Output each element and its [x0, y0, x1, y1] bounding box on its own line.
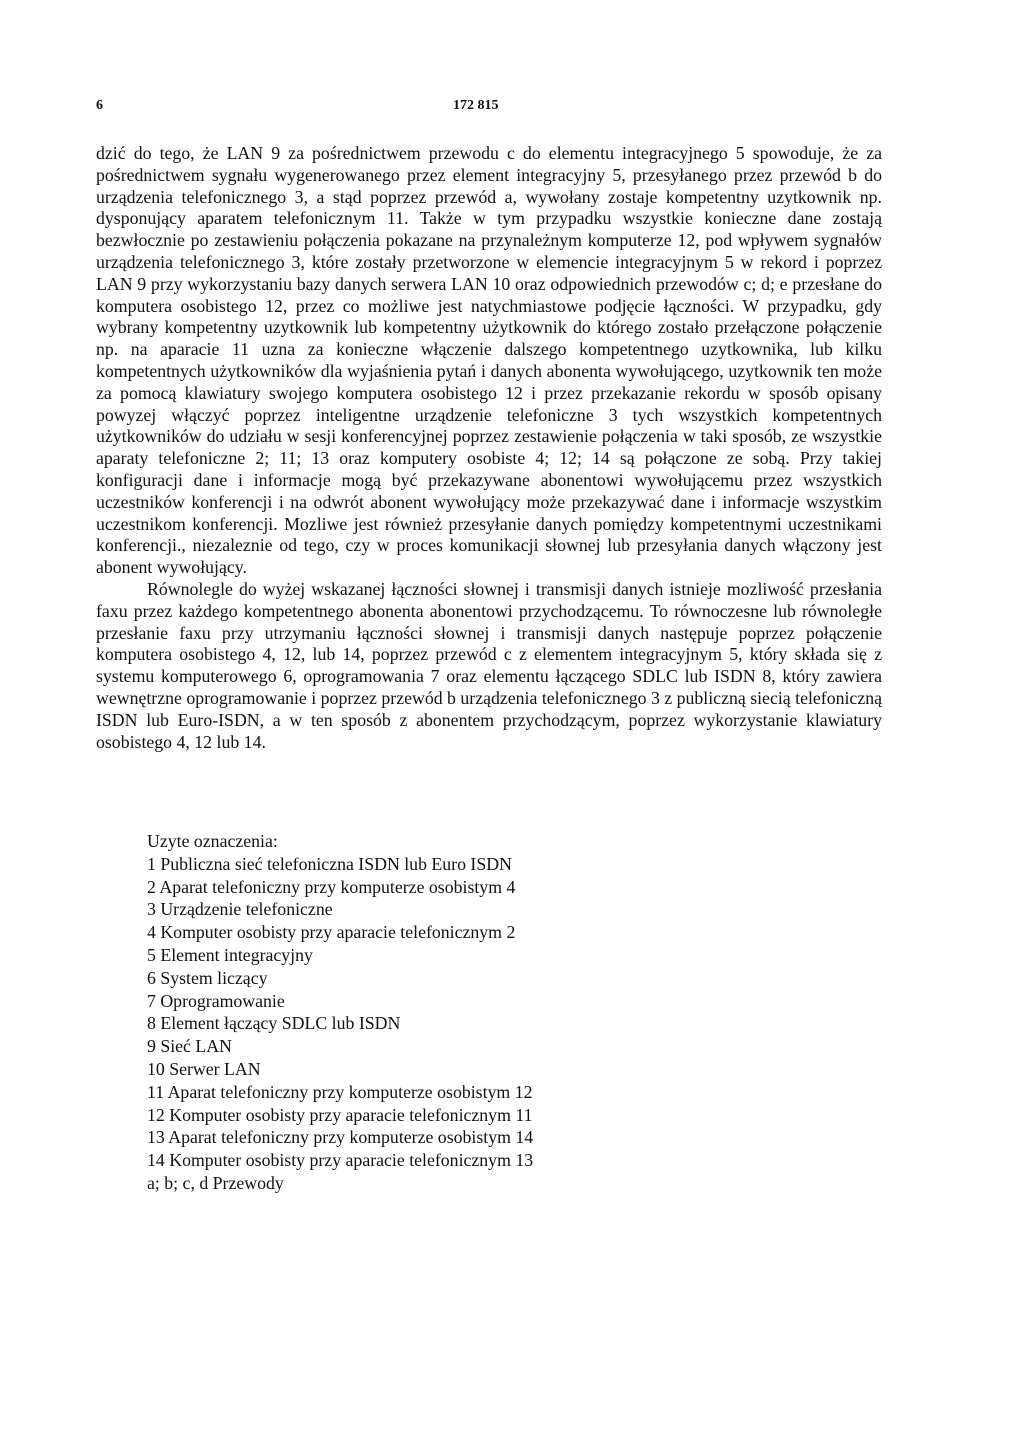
paragraph: dzić do tego, że LAN 9 za pośrednictwem przewodu c do elementu integracyjnego 5 spowoduje, że za pośrednictwem sygnału wygenerowanego przez element integracyjny 5, przesyłanego przez przewód b do urządzenia telefonicznego 3, a stąd poprzez przewód a, wywołany zostaje kompetentny uzytkownik np. dysponujący aparatem telefonicznym 11. Także w tym przypadku wszystkie konieczne dane zostają bezwłocznie po zestawieniu połączenia pokazane na przynależnym komputerze 12, pod wpływem sygnałów urządzenia telefonicznego 3, które zostały przetworzone w elemencie integracyjnym 5 w rekord i poprzez LAN 9 przy wykorzystaniu bazy danych serwera LAN 10 oraz odpowiednich przewodów c; d; e przesłane do komputera osobistego 12, przez co możliwe jest natychmiastowe podjęcie łączności. W przypadku, gdy wybrany kompetentny uzytkownik lub kompetentny użytkownik do którego zostało przełączone połączenie np. na aparacie 11 uzna za konieczne włączenie dalszego kompetentnego uzytkownika, lub kilku kompetentnych użytkowników dla wyjaśnienia pytań i danych abonenta wywołującego, uzytkownik ten może za pomocą klawiatury swojego komputera osobistego 12 i przez przekazanie rekordu w sposób opisany powyzej włączyć poprzez inteligentne urządzenie telefoniczne 3 tych wszystkich kompetentnych użytkowników do udziału w sesji konferencyjnej poprzez zestawienie połączenia w taki sposób, ze wszystkie aparaty telefoniczne 2; 11; 13 oraz komputery osobiste 4; 12; 14 są połączone ze sobą. Przy takiej konfiguracji dane i informacje mogą być przekazywane abonentowi wywołującemu przez wszystkich uczestników konferencji i na odwrót abonent wywołujący może przekazywać dane i informacje wszystkim uczestnikom konferencji. Mozliwe jest również przesyłanie danych pomiędzy kompetentnymi uczestnikami konferencji., niezaleznie od tego, czy w proces komunikacji słownej lub przesyłania danych włączony jest abonent wywołujący. [96, 143, 882, 578]
paragraph: Równolegle do wyżej wskazanej łączności słownej i transmisji danych istnieje mozliwość przesłania faxu przez każdego kompetentnego abonenta abonentowi przychodzącemu. To równoczesne lub równoległe przesłanie faxu przy utrzymaniu łączności słownej i transmisji danych następuje poprzez połączenie komputera osobistego 4, 12, lub 14, poprzez przewód c z elementem integracyjnym 5, który składa się z systemu komputerowego 6, oprogramowania 7 oraz elementu łączącego SDLC lub ISDN 8, który zawiera wewnętrzne oprogramowanie i poprzez przewód b urządzenia telefonicznego 3 z publiczną siecią telefoniczną ISDN lub Euro-ISDN, a w ten sposób z abonentem przychodzącym, poprzez wykorzystanie klawiatury osobistego 4, 12 lub 14. [96, 578, 882, 752]
legend-item: 7 Oprogramowanie [147, 990, 285, 1011]
document-number: 172 815 [453, 98, 499, 113]
legend-item: a; b; c, d Przewody [147, 1172, 284, 1193]
legend-item: 1 Publiczna sieć telefoniczna ISDN lub Euro ISDN [147, 853, 512, 874]
legend-item: 9 Sieć LAN [147, 1036, 232, 1057]
legend-item: 5 Element integracyjny [147, 944, 313, 965]
legend-item: 2 Aparat telefoniczny przy komputerze osobistym 4 [147, 876, 516, 897]
body-text [96, 143, 882, 753]
legend-item: 4 Komputer osobisty przy aparacie telefonicznym 2 [147, 922, 516, 943]
legend-item: 13 Aparat telefoniczny przy komputerze osobistym 14 [147, 1127, 534, 1148]
legend-list [147, 853, 747, 1195]
page-header [96, 98, 884, 120]
legend-item: 8 Element łączący SDLC lub ISDN [147, 1013, 401, 1034]
legend-item: 6 System liczący [147, 967, 268, 988]
legend-item: 10 Serwer LAN [147, 1058, 261, 1079]
legend-item: 11 Aparat telefoniczny przy komputerze osobistym 12 [147, 1081, 533, 1102]
legend-item: 14 Komputer osobisty przy aparacie telefonicznym 13 [147, 1150, 534, 1171]
page-number: 6 [96, 98, 103, 113]
legend-item: 12 Komputer osobisty przy aparacie telefonicznym 11 [147, 1104, 533, 1125]
legend-title: Uzyte oznaczenia: [147, 831, 278, 851]
legend-item: 3 Urządzenie telefoniczne [147, 899, 333, 920]
legend [147, 830, 747, 1195]
